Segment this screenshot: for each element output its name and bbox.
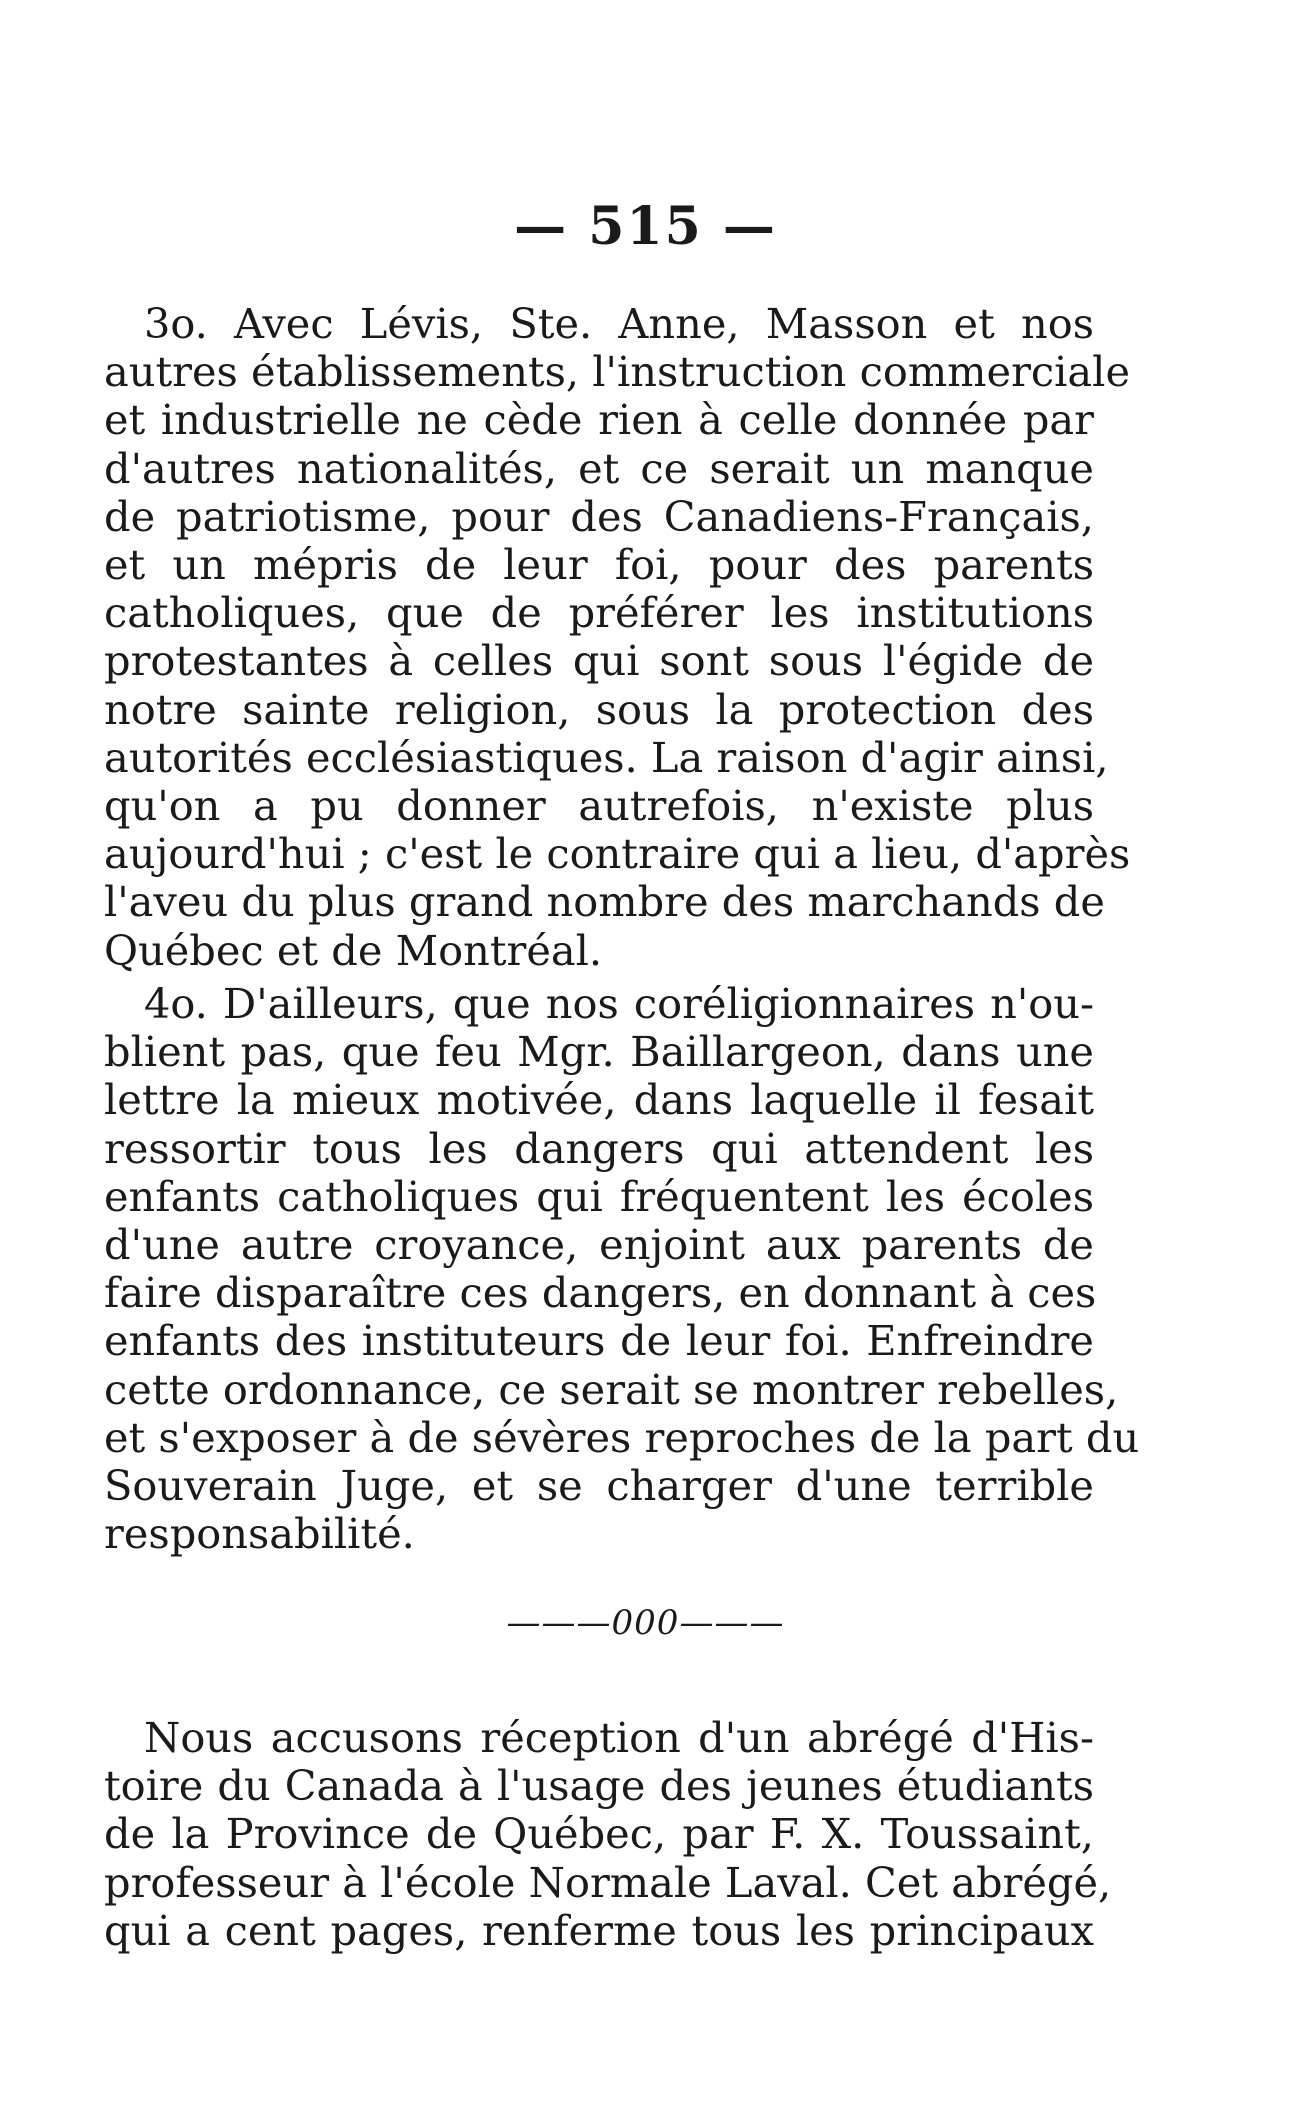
text-line: professeur à l'école Normale Laval. Cet abrégé, xyxy=(104,1857,1112,1907)
text-line: autorités ecclésiastiques. La raison d'agir ainsi, xyxy=(104,732,1109,782)
text-line: qu'on a pu donner autrefois, n'existe plus xyxy=(104,781,1094,831)
paragraph-3 xyxy=(104,1713,1112,1955)
text-line: ressortir tous les dangers qui attendent les xyxy=(104,1123,1094,1173)
text-line: enfants catholiques qui fréquentent les écoles xyxy=(104,1171,1094,1221)
text-line: catholiques, que de préférer les institutions xyxy=(104,588,1094,638)
paragraph-2 xyxy=(104,979,1140,1559)
text-line: responsabilité. xyxy=(104,1509,415,1559)
text-line: notre sainte religion, sous la protection des xyxy=(104,684,1094,734)
text-line: enfants des instituteurs de leur foi. Enfreindre xyxy=(104,1316,1094,1366)
text-line: blient pas, que feu Mgr. Baillargeon, dans une xyxy=(104,1027,1094,1077)
section-separator: ———000——— xyxy=(506,1603,785,1643)
text-line: et industrielle ne cède rien à celle donnée par xyxy=(104,395,1094,445)
text-line: Québec et de Montréal. xyxy=(104,925,603,975)
text-line: de patriotisme, pour des Canadiens-Français, xyxy=(104,491,1094,541)
text-line: aujourd'hui ; c'est le contraire qui a lieu, d'après xyxy=(104,829,1131,879)
text-line: et s'exposer à de sévères reproches de la part du xyxy=(104,1412,1140,1462)
text-line: faire disparaître ces dangers, en donnant à ces xyxy=(104,1268,1097,1318)
text-line: autres établissements, l'instruction commerciale xyxy=(104,347,1131,397)
page-number: — 515 — xyxy=(514,196,777,257)
text-line: d'une autre croyance, enjoint aux parents de xyxy=(104,1220,1094,1270)
text-line: Nous accusons réception d'un abrégé d'His- xyxy=(144,1713,1094,1762)
text-line: cette ordonnance, ce serait se montrer rebelles, xyxy=(104,1364,1119,1414)
text-line: qui a cent pages, renferme tous les principaux xyxy=(104,1905,1094,1955)
text-line: d'autres nationalités, et ce serait un manque xyxy=(104,443,1094,493)
paragraph-1 xyxy=(104,299,1131,975)
text-line: toire du Canada à l'usage des jeunes étudiants xyxy=(104,1761,1094,1811)
text-line: et un mépris de leur foi, pour des parents xyxy=(104,540,1094,590)
text-line: protestantes à celles qui sont sous l'égide de xyxy=(104,636,1094,686)
text-line: lettre la mieux motivée, dans laquelle il fesait xyxy=(104,1075,1094,1125)
text-line: l'aveu du plus grand nombre des marchands de xyxy=(104,877,1105,927)
text-line: de la Province de Québec, par F. X. Toussaint, xyxy=(104,1809,1094,1859)
text-line: 3o. Avec Lévis, Ste. Anne, Masson et nos xyxy=(144,299,1094,348)
text-line: Souverain Juge, et se charger d'une terrible xyxy=(104,1461,1094,1511)
text-line: 4o. D'ailleurs, que nos coréligionnaires n'ou- xyxy=(144,979,1094,1028)
